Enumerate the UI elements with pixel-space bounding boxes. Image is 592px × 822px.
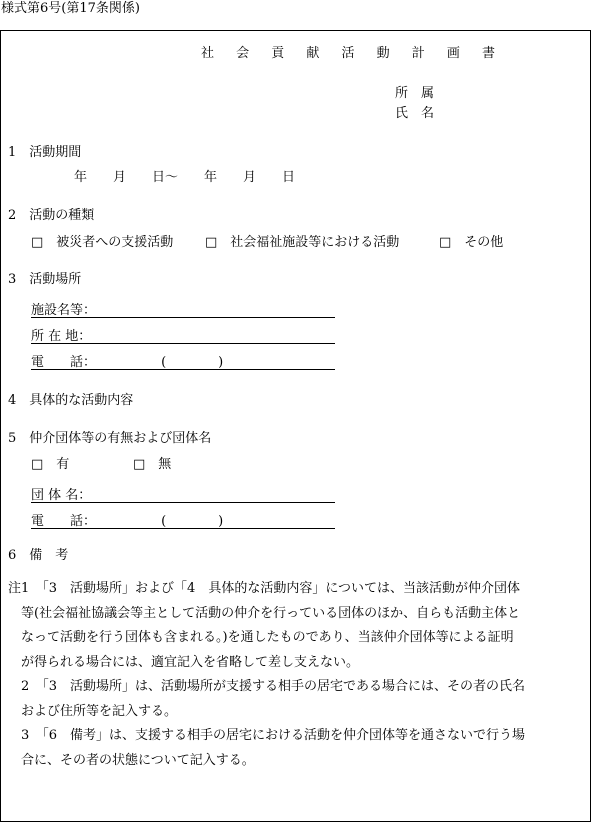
note-line: 3 「6 備考」は、支援する相手の居宅における活動を仲介団体等を通さないで行う場 bbox=[8, 728, 526, 743]
facility-field[interactable] bbox=[31, 299, 335, 318]
place-phone-field[interactable] bbox=[31, 351, 335, 370]
affiliation-label: 所 属 bbox=[395, 86, 435, 101]
org-phone-label: 電 話： bbox=[31, 514, 97, 529]
notes-block bbox=[8, 577, 586, 773]
form-number-label: 様式第6号(第17条関係) bbox=[1, 1, 140, 16]
intermediary-no-checkbox[interactable]: □ 無 bbox=[133, 457, 172, 472]
address-label: 所 在 地： bbox=[31, 329, 92, 344]
section-type-heading: 2 活動の種類 bbox=[8, 208, 95, 223]
form-title: 社 会 貢 献 活 動 計 画 書 bbox=[201, 46, 505, 61]
type-option-other[interactable]: □ その他 bbox=[439, 235, 504, 250]
note-line: 2 「3 活動場所」は、活動場所が支援する相手の居宅である場合には、その者の氏名 bbox=[8, 679, 526, 694]
section-intermediary-heading: 5 仲介団体等の有無および団体名 bbox=[8, 431, 212, 446]
place-phone-label: 電 話： bbox=[31, 355, 97, 370]
org-name-field[interactable] bbox=[31, 484, 335, 503]
type-option-disaster[interactable]: □ 被災者への支援活動 bbox=[31, 235, 174, 250]
org-phone-field[interactable] bbox=[31, 510, 335, 529]
note-line: 注1 「3 活動場所」および「4 具体的な活動内容」については、当該活動が仲介団体 bbox=[8, 581, 521, 596]
section-place-heading: 3 活動場所 bbox=[8, 272, 82, 287]
note-line: 合に、その者の状態について記入する。 bbox=[8, 752, 255, 768]
section-remarks-heading: 6 備 考 bbox=[8, 548, 69, 563]
place-phone-paren: ( ) bbox=[161, 355, 224, 370]
note-line: および住所等を記入する。 bbox=[8, 703, 178, 719]
org-phone-paren: ( ) bbox=[161, 514, 224, 529]
name-label: 氏 名 bbox=[395, 106, 435, 121]
note-line: なって活動を行う団体も含まれる。)を通したものであり、当該仲介団体等による証明 bbox=[8, 630, 514, 645]
address-field[interactable] bbox=[31, 325, 335, 344]
org-name-label: 団 体 名： bbox=[31, 488, 92, 503]
section-content-heading: 4 具体的な活動内容 bbox=[8, 393, 134, 408]
period-date-line[interactable]: 年 月 日〜 年 月 日 bbox=[74, 170, 296, 185]
intermediary-yes-checkbox[interactable]: □ 有 bbox=[31, 457, 70, 472]
type-option-welfare[interactable]: □ 社会福祉施設等における活動 bbox=[205, 235, 400, 250]
section-period-heading: 1 活動期間 bbox=[8, 145, 82, 160]
note-line: 等(社会福祉協議会等主として活動の仲介を行っている団体のほか、自らも活動主体と bbox=[8, 605, 521, 621]
note-line: が得られる場合には、適宜記入を省略して差し支えない。 bbox=[8, 654, 360, 670]
facility-label: 施設名等： bbox=[31, 303, 97, 318]
